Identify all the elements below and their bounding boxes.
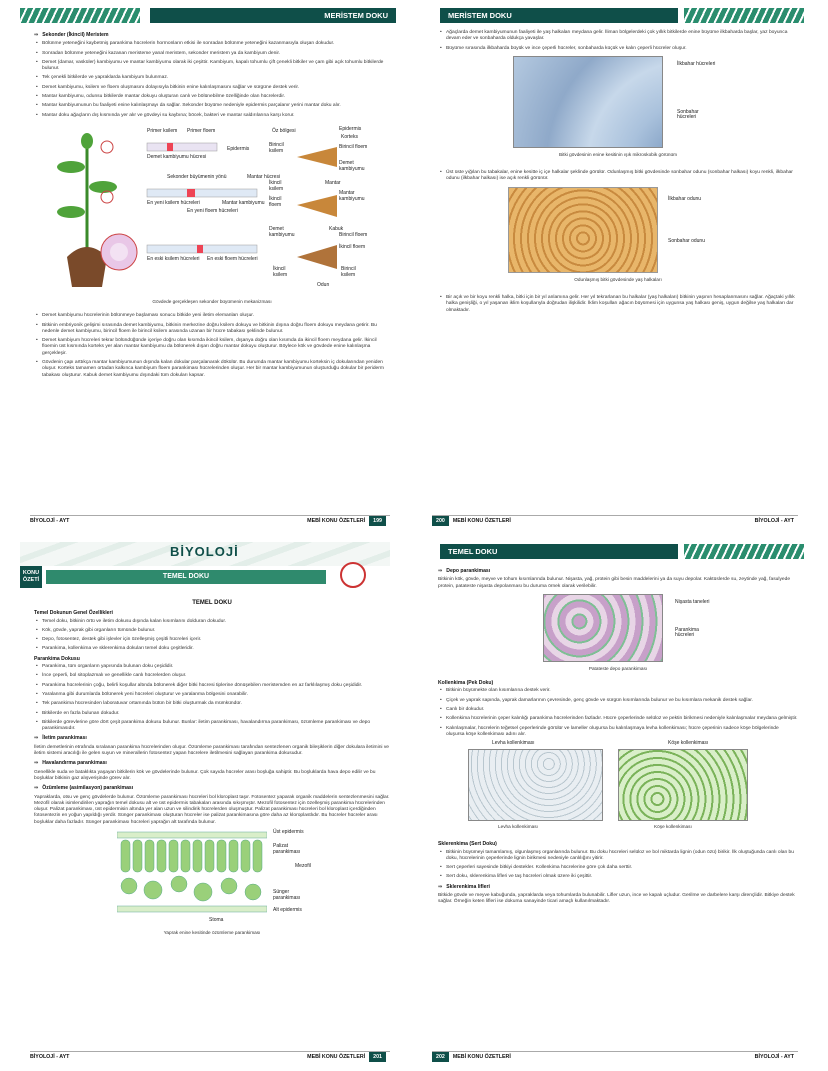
figure-label: Birincil ksilem	[269, 141, 284, 154]
footer-series: MEBİ KONU ÖZETLERİ	[452, 1054, 511, 1060]
footer-series: MEBİ KONU ÖZETLERİ	[452, 518, 511, 524]
footer-series: MEBİ KONU ÖZETLERİ	[307, 518, 366, 524]
list-item: • Tek çenekli bitkilerde ve yapraklarda kambiyum bulunmaz.	[34, 75, 390, 81]
page-header: MERİSTEM DOKU	[440, 8, 678, 23]
footer-subject: BİYOLOJİ - AYT	[754, 1054, 794, 1060]
paragraph: Bitkide gövde ve meyve kabuğunda, yapraklarda veya tohumlarda bulunabilir. Lifler uzun, ince ve kapalı uçludur. Gerilme ve darbelere karşı dirençlidir. Bitkiye destek sağlar. Örneğin keten lifleri ise dokuma sanayinde ticari amaçlı kullanılmaktadır.	[438, 893, 795, 905]
page-content	[34, 30, 390, 382]
list-item: • Bölünme yeteneğini kaybetmiş parankima hücrelerin hormonların etkisi ile sonradan bölünme yeteneğini kazanmasıyla oluşan dokudur.	[34, 41, 390, 47]
figure-label: İkincil floem	[339, 243, 366, 250]
list-item: • Ağaçlarda demet kambiyumunun faaliyeti ile yaş halkaları meydana gelir. İliman bölgelerdeki çok yıllık bitkilerde enine büyüme ilkbaharda başlar, yaz boyunca devam eder ve sonbaharda oldukça yavaşlar.	[438, 30, 798, 43]
figure-label: Mantar hücresi	[247, 173, 281, 180]
figure-label: Sonbahar hücreleri	[677, 108, 699, 121]
page-footer	[30, 515, 390, 525]
page-201	[0, 536, 414, 1071]
page-header: MERİSTEM DOKU	[150, 8, 396, 23]
list-item: • Kalınlaşmalar, hücrelerin teğetsel çeperlerinde görülür ve lameller oluşursa bu kalınlaşmaya levha kollenkiması; hücre çeperinin sadece köşe bölgelerinde oluşursa köşe kollenkiması adını alır.	[438, 726, 798, 739]
figure-label: Üst epidermis	[273, 829, 304, 836]
subsection-heading: ⇒ Özümleme (asimilasyon) parankiması	[34, 785, 134, 792]
footer-subject: BİYOLOJİ - AYT	[754, 518, 794, 524]
cover-banner	[0, 542, 414, 588]
list-item: • Parankima, kollenkima ve sklerenkima dokuları temel doku çeşitleridir.	[34, 646, 390, 652]
plate-collenchyma-image	[468, 749, 603, 821]
figure-label: Korteks	[341, 133, 358, 140]
microscope-figure	[503, 56, 733, 148]
figure-label: Sekonder büyümenin yönü	[167, 173, 227, 180]
figure-label: İlkbahar hücreleri	[677, 60, 716, 67]
list-item: • Parankima hücrelerinin çoğu, belirli koşullar altında bölünerek diğer bitki hücresi tiplerine dönüşebilen meristemden en az farklılaşmış doku çeşididir.	[34, 683, 390, 689]
page-header: TEMEL DOKU	[440, 544, 678, 559]
list-item: • Çiçek ve yaprak sapında, yaprak damarlarının çevresinde, genç gövde ve sürgün kısımlarında bulunur ve bu kısımlara mekanik destek sağlar.	[438, 698, 798, 704]
page-202	[414, 536, 828, 1071]
secondary-growth-figure	[47, 127, 377, 295]
list-item: • Sert çeperleri sayesinde bitkiyi destekler. Kollenkima hücrelerine göre çok daha serttir.	[438, 865, 798, 871]
section-heading: ⇒ Sekonder (İkincil) Meristem	[34, 32, 109, 38]
section-banner: TEMEL DOKU	[46, 570, 326, 584]
section-heading: Temel Dokunun Genel Özellikleri	[34, 610, 113, 617]
figure-label: Sonbahar odunu	[668, 237, 705, 244]
figure-caption: Bitki gövdesinin enine kesitinin ışık mikroskobik görünüm	[558, 151, 678, 157]
list-item: • Mantar doku ağaçların dış kısmında yer alır ve gövdeyi su kaybına; böcek, bakteri ve mantar saldırılarına karşı korur.	[34, 113, 390, 119]
footer-series: MEBİ KONU ÖZETLERİ	[307, 1054, 366, 1060]
figure-label: Epidermis	[227, 145, 250, 152]
footer-right	[307, 516, 386, 526]
list-item: • İnce çeperli, bol sitoplazmalı ve genellikle canlı hücrelerden oluşur.	[34, 673, 390, 679]
figure-label: Nişasta taneleri	[675, 598, 710, 605]
leaf-section-figure	[97, 830, 327, 926]
list-item: • Gövdenin çapı arttıkça mantar kambiyumunun dışında kalan dokular parçalanarak dökülür. Bu durumda mantar kambiyumu korteksin iç dokularından yeniden oluşur. Korteks tamamen ortadan kalkınca kambiyum floem parankiması hücrelerinden oluşur. Her bir mantar kambiyumunun oluşturduğu dokular bir periderm tabakası oluşturur. Kabuk demet kambiyumu dışındaki tüm dokuları kapsar.	[34, 360, 390, 379]
figure-caption: Köşe kollenkiması	[654, 824, 692, 830]
list-item: • Bitkinin büyümekte olan kısımlarına destek verir.	[438, 688, 798, 694]
figure-label: Mezofil	[295, 863, 311, 870]
list-item: • Temel doku, bitkinin örtü ve iletim dokusu dışında kalan kısımlarını dolduran dokudur.	[34, 619, 390, 625]
figure-label: Birincil floem	[339, 231, 368, 238]
header-stripe	[20, 8, 140, 23]
list-item: • Depo, fotosentez, destek gibi işlevler için özelleşmiş çeşitli hücreleri içerir.	[34, 637, 390, 643]
footer-right	[307, 1052, 386, 1062]
list-item: • Demet (damar, vasküler) kambiyumu ve mantar kambiyumu olarak iki çeşittir. Kambiyum, kapalı tohumlu çift çenekli bitkiler ve çam gibi açık tohumlu bitkilerde bulunur.	[34, 60, 390, 73]
subsection-heading: ⇒ Havalandırma parankiması	[34, 760, 107, 767]
list-item: • Canlı bir dokudur.	[438, 707, 798, 713]
paragraph: Genellikle suda ve bataklıkta yaşayan bitkilerin kök ve gövdelerinde bulunur. Çok sayıda hücreler arası boşluğa sahiptir. Bu boşluklarda hava depo edilir ve bu boşluklar bitkinin gaz alışverişinde görev alır.	[34, 769, 376, 781]
section-heading: Parankima Dokusu	[34, 655, 80, 662]
figure-label: Sünger parankiması	[273, 889, 301, 901]
page-footer	[432, 1051, 798, 1061]
page-content	[34, 600, 390, 936]
figure-label: Kabuk	[329, 225, 344, 232]
list-item: • Bitkilerde en fazla bulunan dokudur.	[34, 711, 390, 717]
subsection-heading: ⇒ Sklerenkima lifleri	[438, 883, 490, 890]
figure-label: İkincil floem	[269, 195, 282, 208]
list-item: • Demet kambiyumu hücrelerinin bölünmeye başlaması sonucu bitkide yeni iletim elemanları oluşur.	[34, 313, 390, 319]
konu-ozeti-tag: KONU ÖZETİ	[20, 566, 42, 588]
figure-label: Epidermis	[339, 125, 362, 132]
list-item: • Bir açık ve bir koyu renkli halka, bitki için bir yıl anlamına gelir. Her yıl tekrarlanan bu halkalar (yaş halkaları) bitkinin yaşının hesaplanmasını sağlar. Ağaçtaki yıllık halka genişliği, o yıl yaşanan iklim koşullarıyla doğrudan ilişkilidir. İklim koşulları ağacın büyümesi için uygunsa yaş halkası geniş, uygun değilse yaş halkaları dar olmaktadır.	[438, 295, 798, 314]
figure-label: Mantar	[325, 179, 341, 186]
corner-collenchyma-image	[618, 749, 748, 821]
list-item: • Yaralanma gibi durumlarda bölünerek yeni hücreleri oluşturur ve yaralanma bölgesini onarabilir.	[34, 692, 390, 698]
figure-label: Odun	[317, 281, 330, 288]
potato-cells-image	[543, 594, 663, 662]
figure-label: Levha kollenkiması	[492, 740, 535, 747]
figure-label: En yeni floem hücreleri	[187, 207, 238, 214]
figure-label: En yeni ksilem hücreleri	[147, 199, 200, 206]
figure-label: Demet kambiyumu	[339, 159, 365, 172]
paragraph: İletim demetlerinin etrafında sıralanan parankima hücrelerinden oluşur. Özümleme parankiması tarafından sentezlenen organik bileşiklerin diğer dokulara iletimini ve iletim sistemi aracılığı ile gelen suyun ve minerallerin fotosentez yapan hücrelere iletilmesini sağlayan parankima dokusudur.	[34, 744, 390, 757]
figure-caption: Odunlaşmış bitki gövdesinde yaş halkaları	[574, 276, 662, 282]
subsection-heading: ⇒ Depo parankiması	[438, 568, 491, 574]
list-item: • Bitkinin embriyonik gelişimi sırasında demet kambiyumu, bitkinin merkezine doğru ksilem dokuyu ve bitkinin dışına doğru floem dokuyu meydana getirir. Bu nedenle demet kambiyumu, birincil floem ile birincil ksilem arasında uzanan bir hücre tabakası şeklinde bulunur.	[34, 323, 390, 336]
potato-figure	[503, 594, 733, 662]
figure-label: Palizat parankiması	[273, 843, 301, 855]
page-footer	[432, 515, 798, 525]
figure-label: Stoma	[209, 917, 224, 924]
figure-label: Öz bölgesi	[272, 127, 296, 134]
figure-label: Demet kambiyumu hücresi	[147, 153, 207, 160]
leaf-diagram	[117, 830, 267, 926]
figure-label: Birincil ksilem	[341, 265, 356, 278]
list-item: • Kök, gövde, yaprak gibi organların tümünde bulunur.	[34, 628, 390, 634]
figure-label: Primer floem	[187, 127, 216, 134]
list-item: • Büyüme sırasında ilkbaharda büyük ve ince çeperli hücreler, sonbaharda küçük ve kalın çeperli hücreler oluşur.	[438, 46, 798, 52]
figure-label: İkincil ksilem	[269, 179, 284, 192]
list-item: • Kollenkima hücrelerinin çeper kalınlığı parankima hücrelerinden fazladır. Hücre çeperlerinde selüloz ve pektin birikmesi nedeniyle kalınlaşmalar meydana gelmiştir.	[438, 716, 798, 722]
section-heading: Kollenkima (Pek Doku)	[438, 680, 494, 687]
collenchyma-figure	[468, 741, 768, 831]
figure-caption: Levha kollenkiması	[498, 824, 538, 830]
page-number: 201	[369, 1052, 386, 1062]
list-item: • Sonradan bölünme yeteneğini kazanan meristeme yanal meristem, sekonder meristem ya da kambiyum denir.	[34, 51, 390, 57]
page-200	[414, 0, 828, 535]
figure-label: İkincil ksilem	[273, 265, 288, 278]
page-number: 199	[369, 516, 386, 526]
figure-label: Demet kambiyumu	[269, 225, 295, 238]
figure-label: En eski ksilem hücreleri	[147, 255, 200, 262]
figure-label: Parankima hücreleri	[675, 626, 699, 639]
figure-label: Alt epidermis	[273, 907, 302, 914]
list-item: • Demet kambiyumu, ksilem ve floem oluşmasını dolayısıyla bitkinin enine kalınlaşmasını sağlar ve sürgüne destek verir.	[34, 85, 390, 91]
page-content	[438, 566, 798, 909]
page-number: 200	[432, 516, 449, 526]
header-stripe	[684, 8, 804, 23]
ministry-seal-icon	[340, 562, 366, 588]
list-item: • Bitkinin büyümeyi tamamlamış, olgunlaşmış organlarında bulunur. Bu doku hücreleri selüloz ve bol miktarda lignin (odun özü) birikir. İlk oluştuğunda canlı olan bu doku, hücrelerinin çeperlerinde lignin birikmesi nedeniyle canlılığını yitirir.	[438, 850, 798, 863]
figure-label: İlkbahar odunu	[668, 195, 702, 202]
paragraph: Yapraklarda, otsu ve genç gövdelerde bulunur. Özümleme parankiması hücreleri bol kloroplast taşır. Fotosentez yaparak organik maddelerin sentezlenmesini sağlar. Mezofil olarak isimlendirilen yaprağın temel dokusu alt ve üst epidermis tabakaları arasında sıkışmıştır. Mezofil fotosentez için özelleşmiş parankima hücrelerinden oluşur. Palizat parankiması, üst epidermisin altında yer alan uzun ve silindirik hücrelerden oluşmuştur. Palizat parankiması hücreleri bol kloroplast içerdiğinden fotosentezin en yoğun yapıldığı yerdir. Sünger parankiması oluşturan hücreler ise palizat parankimasına göre daha az kloroplastlıdır. Bu hücreler hücreler arası boşluklar daha fazladır. Sünger parankiması hücreleri yaprağın alt tarafında bulunur.	[34, 794, 390, 825]
header-stripe	[684, 544, 804, 559]
page-content	[438, 30, 798, 317]
list-item: • Demet kambiyum hücreleri tekrar bölündüğünde içeriye doğru olan kısımda ikincil ksilem, dışarıya doğru olan kısımda da ikincil floem meydana gelir. İkincil floemin üst kısmında korteks yer alan mantar kambiyumu da bölünerek dışarı doğru mantar dokuyu oluşturur. Böylece kök ve gövdede enine kalınlaşma gerçekleşir.	[34, 338, 390, 357]
footer-subject: BİYOLOJİ - AYT	[30, 1054, 70, 1060]
tree-rings-image	[508, 187, 658, 273]
page-number: 202	[432, 1052, 449, 1062]
list-item: • Bitkilerde görevlerine göre dört çeşit parankima dokusu bulunur. Bunlar: iletim parankiması, havalandırma parankiması, özümleme parankiması ve depo parankimasıdır.	[34, 720, 390, 733]
figure-label: Mantar kambiyumu	[339, 189, 365, 202]
list-item: • Parankima, tüm organların yapısında bulunan doku çeşididir.	[34, 664, 390, 670]
footer-subject: BİYOLOJİ - AYT	[30, 518, 70, 524]
subsection-heading: ⇒ İletim parankiması	[34, 735, 87, 742]
banner-title: BİYOLOJİ	[170, 544, 239, 559]
figure-label: Birincil floem	[339, 143, 368, 150]
figure-caption: Patateste depo parankiması	[588, 665, 648, 671]
list-item: • Sert doku, sklerenkima lifleri ve taş hücreleri olmak üzere iki çeşittir.	[438, 874, 798, 880]
paragraph: Bitkinin kök, gövde, meyve ve tohum kısımlarında bulunur. Nişasta, yağ, protein gibi besin maddelerini ya da suyu depolar. Kaktüslerde su, zeytinde yağ, fasulyede protein, patateste nişasta depolanması bu duruma örnek olarak verilebilir.	[438, 577, 791, 589]
page-title: TEMEL DOKU	[192, 600, 232, 606]
tree-rings-figure	[508, 187, 728, 273]
figure-label: En eski floem hücreleri	[207, 255, 258, 262]
list-item: • Tek parankima hücresinden laboratuvar ortamında bütün bir bitki oluşturmak da mümkündür.	[34, 701, 390, 707]
list-item: • Mantar kambiyumu, odunsu bitkilerde mantar dokuyu oluşturan canlı ve bölünebilme özelliğinde olan hücrelerdir.	[34, 94, 390, 100]
list-item: • Üst üste yığılan bu tabakalar, enine kesitte iç içe halkalar şeklinde görülür. Odunlaşmış bitki gövdesinde sonbahar odunu (sonbahar halkası) koyu renkli, ilkbahar odunu (ilkbahar halkası) ise açık renkli görünür.	[438, 170, 798, 183]
section-heading: Sklerenkima (Sert Doku)	[438, 841, 497, 848]
list-item: • Mantar kambiyumunun bu faaliyeti enine kalınlaşmayı da sağlar. Sekonder büyüme nedeniyle epidermis parçalanır yerini mantar doku alır.	[34, 103, 390, 109]
figure-caption: Gövdede gerçekleşen sekonder büyümenin mekanizması	[152, 298, 272, 304]
page-footer	[30, 1051, 390, 1061]
figure-label: Primer ksilem	[147, 127, 178, 134]
figure-caption: Yaprak enine kesitinde özümleme parankiması	[163, 930, 261, 936]
figure-label: Mantar kambiyumu	[222, 199, 265, 206]
figure-label: Köşe kollenkiması	[668, 740, 709, 747]
page-199	[0, 0, 414, 535]
cross-section-image	[513, 56, 663, 148]
